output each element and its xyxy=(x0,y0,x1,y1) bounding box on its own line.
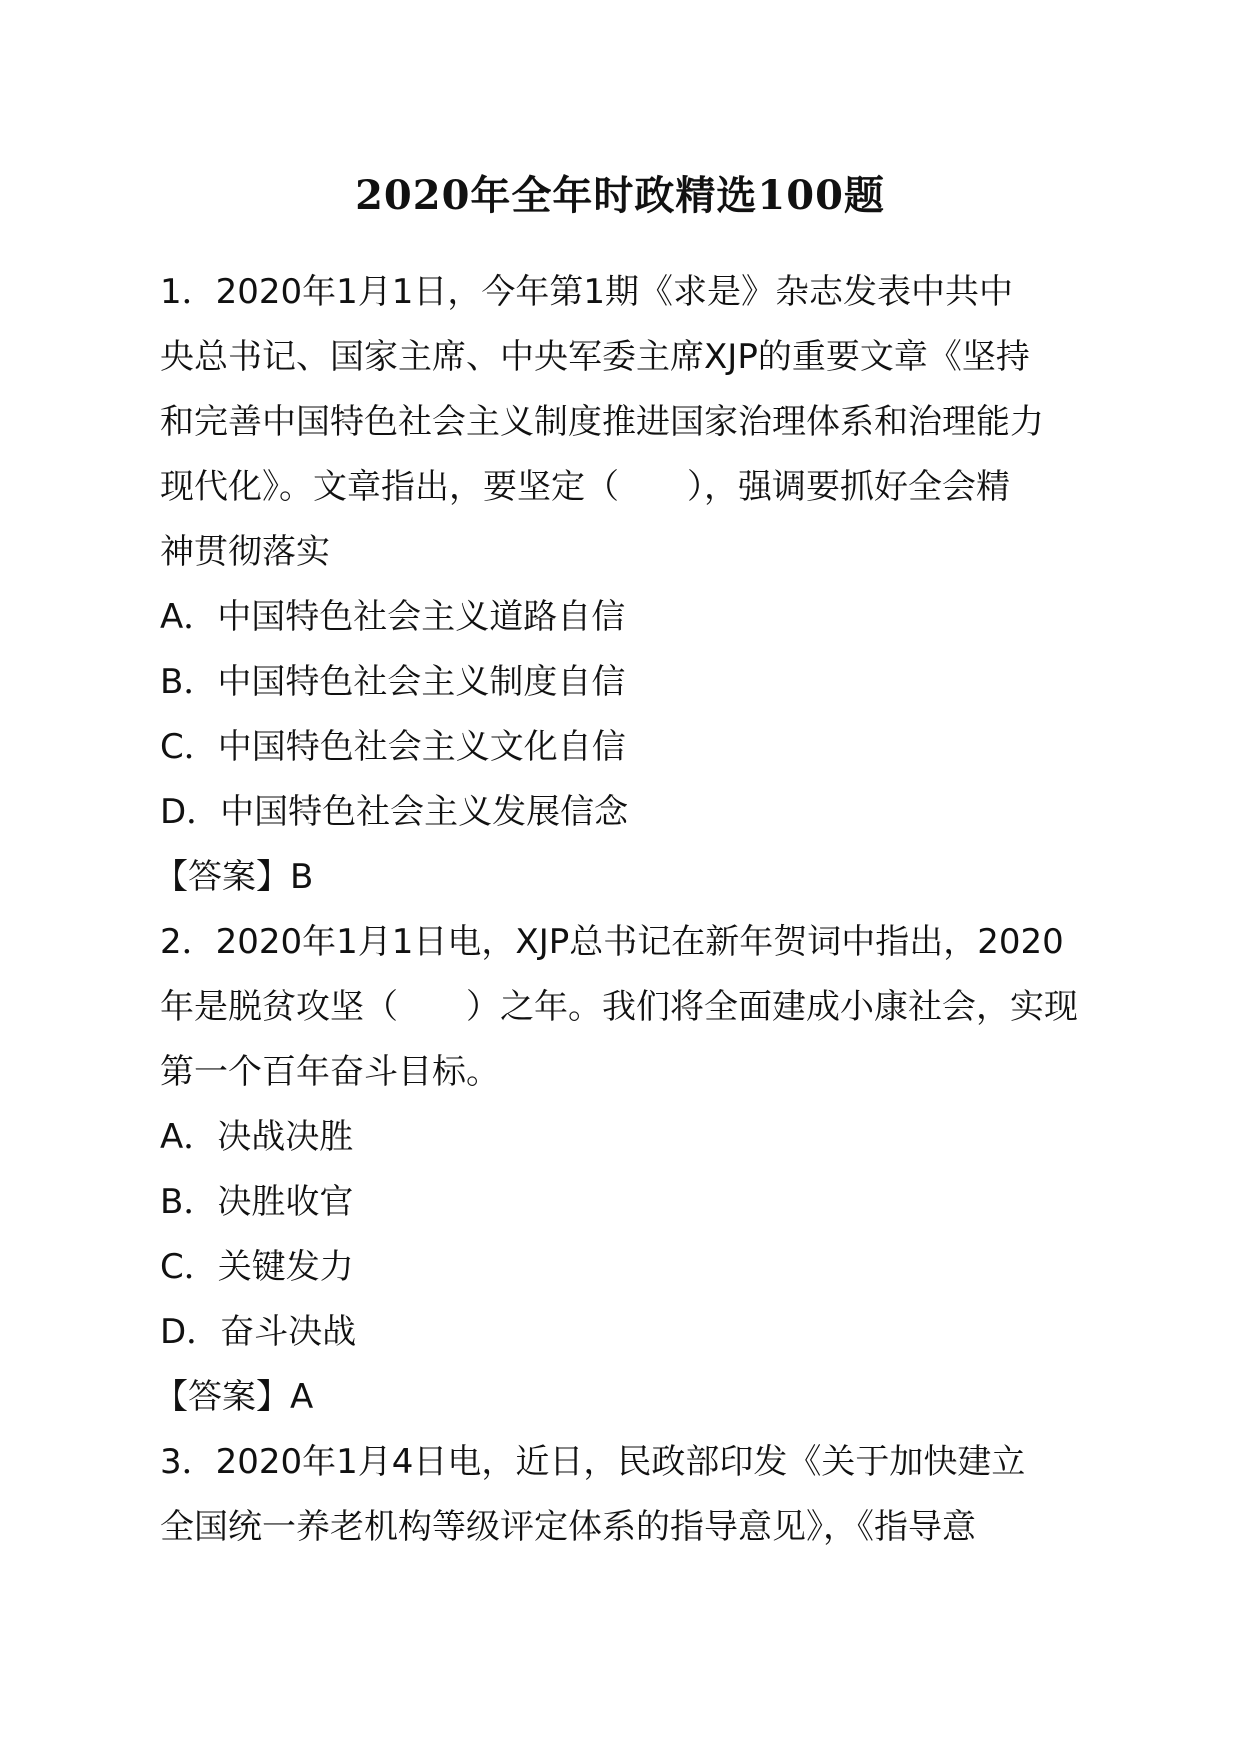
question-2-option-b: B．决胜收官 xyxy=(160,1182,354,1222)
question-2-stem-line-1: 2．2020年1月1日电，XJP总书记在新年贺词中指出，2020 xyxy=(160,922,1064,962)
question-1-stem-line-1: 1．2020年1月1日，今年第1期《求是》杂志发表中共中 xyxy=(160,272,1014,312)
question-1-answer: 【答案】B xyxy=(154,857,314,897)
question-1-option-c: C．中国特色社会主义文化自信 xyxy=(160,727,626,767)
question-3-stem-line-2: 全国统一养老机构等级评定体系的指导意见》，《指导意 xyxy=(160,1507,976,1547)
question-2-answer: 【答案】A xyxy=(154,1377,314,1417)
question-1-stem-line-3: 和完善中国特色社会主义制度推进国家治理体系和治理能力 xyxy=(160,402,1044,442)
question-1-option-d: D．中国特色社会主义发展信念 xyxy=(160,792,629,832)
question-1-option-a: A．中国特色社会主义道路自信 xyxy=(160,597,626,637)
question-1 xyxy=(154,260,1090,910)
question-1-stem-line-5: 神贯彻落实 xyxy=(160,532,330,572)
question-1-option-b: B．中国特色社会主义制度自信 xyxy=(160,662,626,702)
question-1-stem-line-2: 央总书记、国家主席、中央军委主席XJP的重要文章《坚持 xyxy=(160,337,1030,377)
question-2-stem-line-2: 年是脱贫攻坚（ ）之年。我们将全面建成小康社会，实现 xyxy=(160,987,1078,1027)
question-list xyxy=(154,260,1090,1560)
question-2-option-a: A．决战决胜 xyxy=(160,1117,354,1157)
question-2-option-c: C．关键发力 xyxy=(160,1247,354,1287)
question-2-stem-line-3: 第一个百年奋斗目标。 xyxy=(160,1052,500,1092)
question-3 xyxy=(160,1430,1090,1560)
question-2 xyxy=(154,910,1090,1430)
document-title: 2020年全年时政精选100题 xyxy=(355,172,885,219)
question-3-stem-line-1: 3．2020年1月4日电，近日，民政部印发《关于加快建立 xyxy=(160,1442,1026,1482)
question-1-stem-line-4: 现代化》。文章指出，要坚定（ ），强调要抓好全会精 xyxy=(160,467,1010,507)
question-2-option-d: D．奋斗决战 xyxy=(160,1312,357,1352)
